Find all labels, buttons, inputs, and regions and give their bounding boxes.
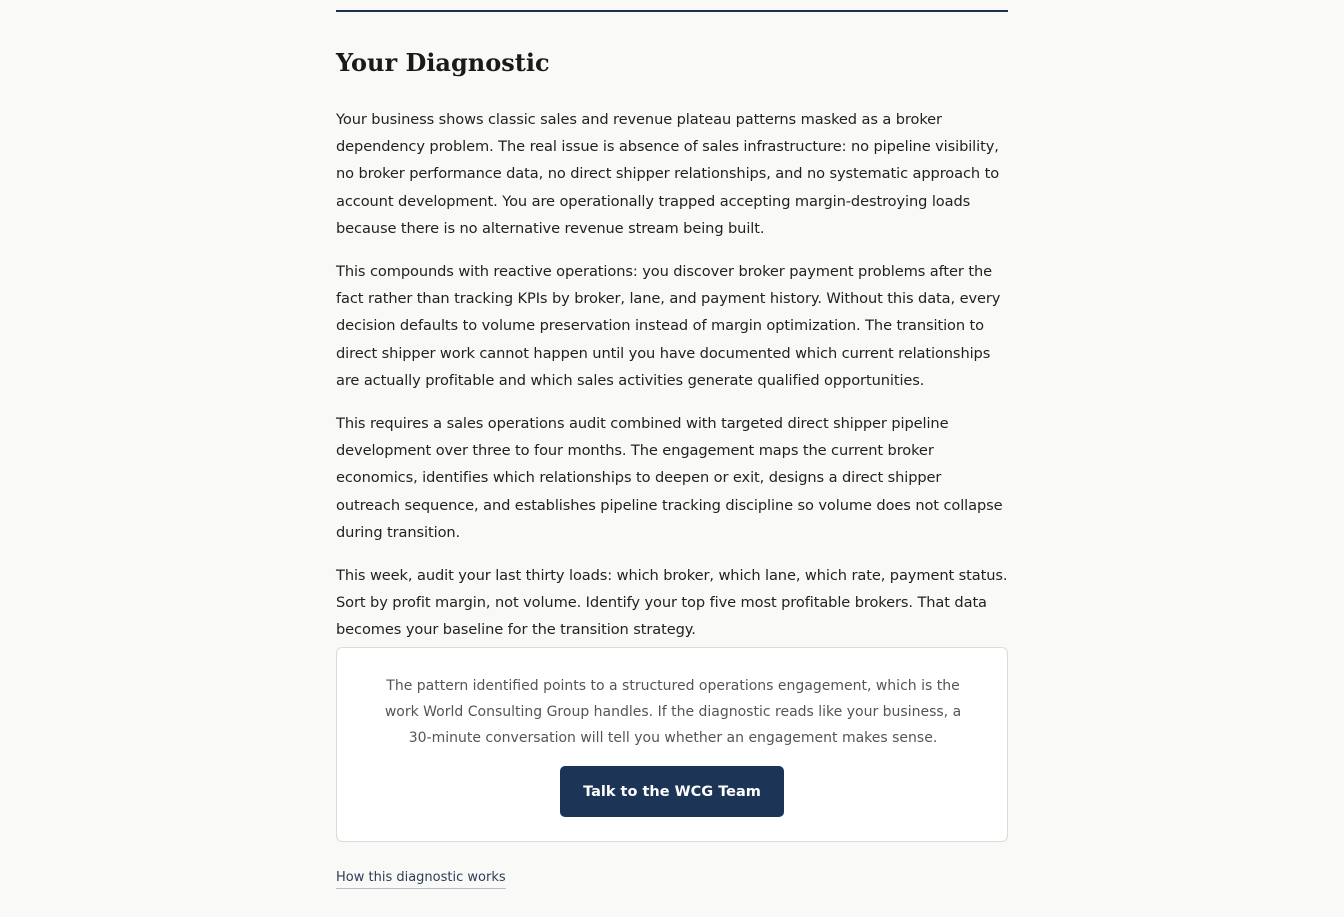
cta-card bbox=[336, 647, 1008, 842]
diagnostic-paragraph: This compounds with reactive operations: you discover broker payment problems after the fact rather than tracking KPIs by broker, lane, and payment history. Without this data, every decision defaults to volume preservation instead of margin optimization. The transition to direct shipper work cannot happen until you have documented which current relationships are actually profitable and which sales activities generate qualified opportunities. bbox=[336, 263, 1001, 389]
page-title: Your Diagnostic bbox=[336, 48, 550, 77]
diagnostic-paragraph: This week, audit your last thirty loads: which broker, which lane, which rate, payment status. Sort by profit margin, not volume. Identify your top five most profitable brokers. That data becomes your baseline for the transition strategy. bbox=[336, 567, 1008, 639]
diagnostic-body bbox=[336, 106, 1008, 660]
diagnostic-paragraph: This requires a sales operations audit combined with targeted direct shipper pipeline development over three to four months. The engagement maps the current broker economics, identifies which relationships to deepen or exit, designs a direct shipper outreach sequence, and establishes pipeline tracking discipline so volume does not collapse during transition. bbox=[336, 415, 1003, 541]
how-diagnostic-works-link[interactable]: How this diagnostic works bbox=[336, 868, 506, 889]
cta-text: The pattern identified points to a structured operations engagement, which is the work World Consulting Group handles. If the diagnostic reads like your business, a 30-minute conversation will tell you whether an engagement makes sense. bbox=[384, 678, 962, 746]
diagnostic-paragraph: Your business shows classic sales and revenue plateau patterns masked as a broker dependency problem. The real issue is absence of sales infrastructure: no pipeline visibility, no broker performance data, no direct shipper relationships, and no systematic approach to account development. You are operationally trapped accepting margin-destroying loads because there is no alternative revenue stream being built. bbox=[336, 111, 1000, 237]
top-divider bbox=[336, 10, 1008, 12]
talk-to-team-button[interactable]: Talk to the WCG Team bbox=[560, 766, 784, 817]
